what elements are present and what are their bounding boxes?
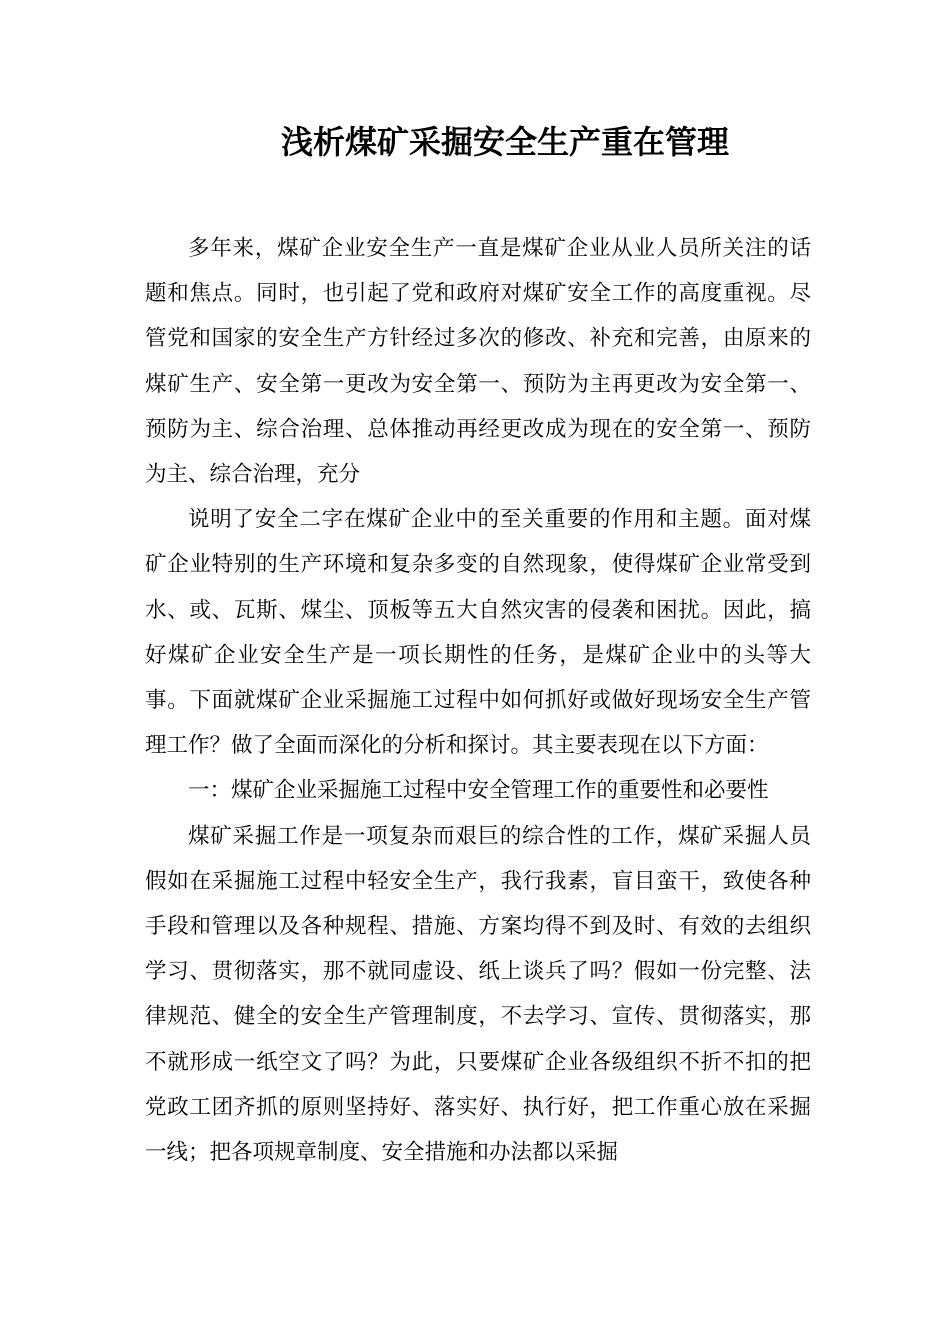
section-heading-one: 一：煤矿企业采掘施工过程中安全管理工作的重要性和必要性	[188, 778, 769, 804]
paragraph-importance: 说明了安全二字在煤矿企业中的至关重要的作用和主题。面对煤矿企业特别的生产环境和复杂多变的自然现象，使得煤矿企业常受到水、或、瓦斯、煤尘、顶板等五大自然灾害的侵袭和困扰。因此，搞好煤矿企业安全生产是一项长期性的任务，是煤矿企业中的头等大事。下面就煤矿企业采掘施工过程中如何抓好或做好现场安全生产管理工作？做了全面而深化的分析和探讨。其主要表现在以下方面：	[145, 507, 811, 759]
document-body	[145, 226, 811, 1175]
paragraph-section-one: 煤矿采掘工作是一项复杂而艰巨的综合性的工作，煤矿采掘人员假如在采掘施工过程中轻安全生产，我行我素，盲目蛮干，致使各种手段和管理以及各种规程、措施、方案均得不到及时、有效的去组织学习、贯彻落实，那不就同虚设、纸上谈兵了吗？假如一份完整、法律规范、健全的安全生产管理制度，不去学习、宣传、贯彻落实，那不就形成一纸空文了吗？为此，只要煤矿企业各级组织不折不扣的把党政工团齐抓的原则坚持好、落实好、执行好，把工作重心放在采掘一线；把各项规章制度、安全措施和办法都以采掘	[145, 823, 811, 1166]
document-title: 浅析煤矿采掘安全生产重在管理	[280, 123, 729, 161]
paragraph-intro: 多年来，煤矿企业安全生产一直是煤矿企业从业人员所关注的话题和焦点。同时，也引起了党和政府对煤矿安全工作的高度重视。尽管党和国家的安全生产方针经过多次的修改、补充和完善，由原来的煤矿生产、安全第一更改为安全第一、预防为主再更改为安全第一、预防为主、综合治理、总体推动再经更改成为现在的安全第一、预防为主、综合治理，充分	[145, 236, 811, 488]
